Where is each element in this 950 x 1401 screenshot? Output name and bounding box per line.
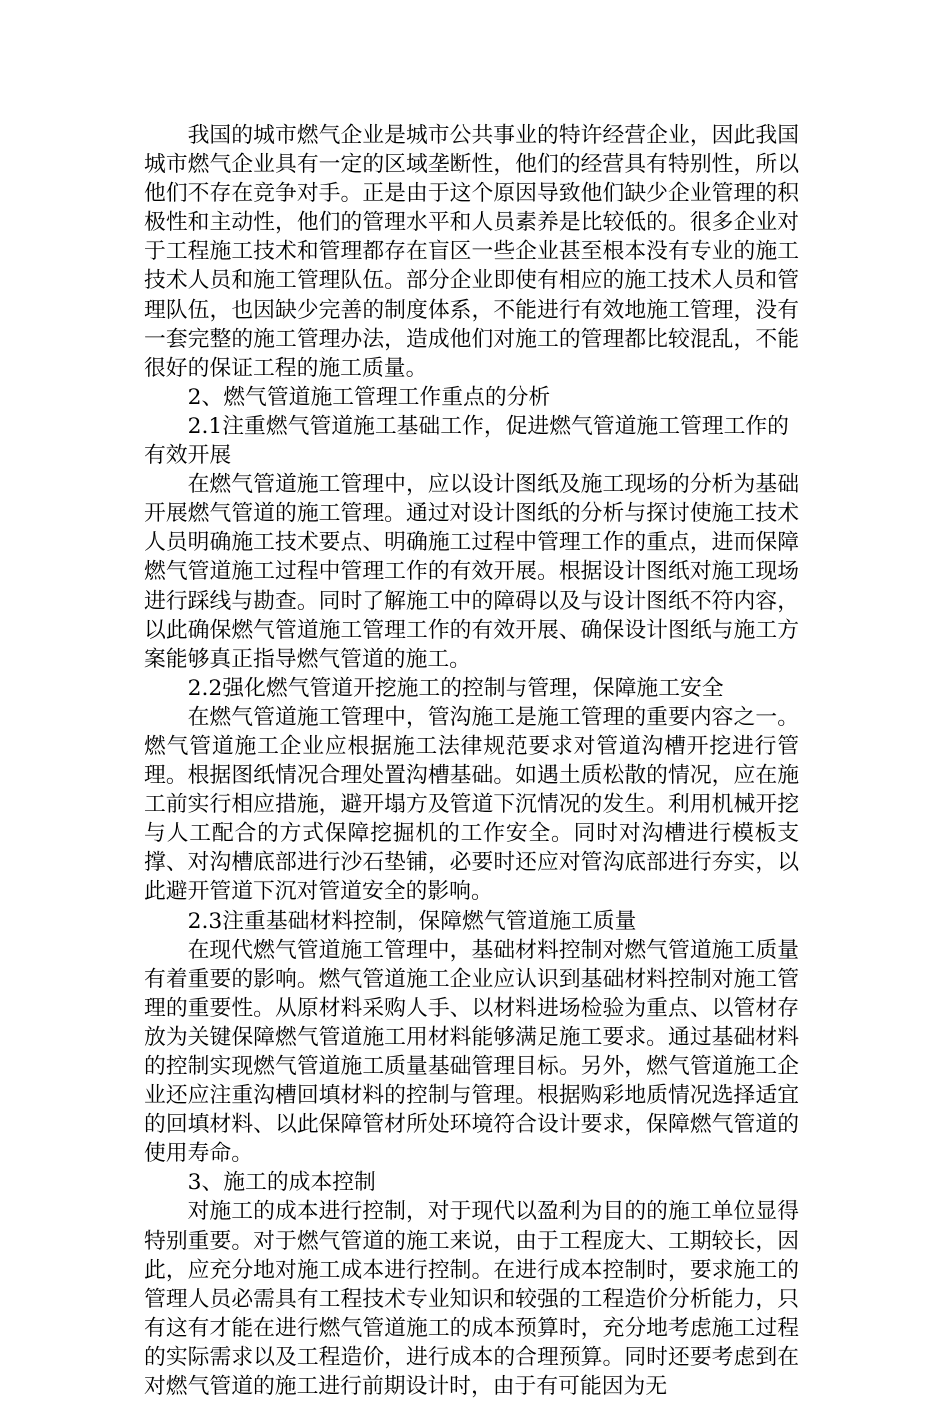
paragraph-material-control: 在现代燃气管道施工管理中，基础材料控制对燃气管道施工质量有着重要的影响。燃气管道施工企业应认识到基础材料控制对施工管理的重要性。从原材料采购人手、以材料进场检验为重点、以管材存放为关键保障燃气管道施工用材料能够满足施工要求。通过基础材料的控制实现燃气管道施工质量基础管理目标。另外，燃气管道施工企业还应注重沟槽回填材料的控制与管理。根据购彩地质情况选择适宜的回填材料、以此保障管材所处环境符合设计要求，保障燃气管道的使用寿命。 [144,937,799,1167]
paragraph-trench-excavation: 在燃气管道施工管理中，管沟施工是施工管理的重要内容之一。燃气管道施工企业应根据施工法律规范要求对管道沟槽开挖进行管理。根据图纸情况合理处置沟槽基础。如遇土质松散的情况，应在施工前实行相应措施，避开塌方及管道下沉情况的发生。利用机械开挖与人工配合的方式保障挖掘机的工作安全。同时对沟槽进行模板支撑、对沟槽底部进行沙石垫铺，必要时还应对管沟底部进行夯实，以此避开管道下沉对管道安全的影响。 [144,704,799,905]
paragraph-cost-control: 对施工的成本进行控制，对于现代以盈利为目的的施工单位显得特别重要。对于燃气管道的施工来说，由于工程庞大、工期较长，因此，应充分地对施工成本进行控制。在进行成本控制时，要求施工的管理人员必需具有工程技术专业知识和较强的工程造价分析能力，只有这有才能在进行燃气管道施工的成本预算时，充分地考虑施工过程的实际需求以及工程造价，进行成本的合理预算。同时还要考虑到在对燃气管道的施工进行前期设计时，由于有可能因为无 [144,1199,799,1400]
heading-section-2: 2、燃气管道施工管理工作重点的分析 [187,384,551,410]
heading-section-2-2: 2.2强化燃气管道开挖施工的控制与管理，保障施工安全 [187,675,724,701]
heading-section-2-3: 2.3注重基础材料控制，保障燃气管道施工质量 [187,908,637,934]
heading-section-3: 3、施工的成本控制 [187,1170,376,1196]
document-page [144,121,799,1401]
paragraph-industry-monopoly: 我国的城市燃气企业是城市公共事业的特许经营企业，因此我国城市燃气企业具有一定的区域垄断性，他们的经营具有特别性，所以他们不存在竞争对手。正是由于这个原因导致他们缺少企业管理的积极性和主动性，他们的管理水平和人员素养是比较低的。很多企业对于工程施工技术和管理都存在盲区一些企业甚至根本没有专业的施工技术人员和施工管理队伍。部分企业即使有相应的施工技术人员和管理队伍，也因缺少完善的制度体系，不能进行有效地施工管理，没有一套完整的施工管理办法，造成他们对施工的管理都比较混乱，不能很好的保证工程的施工质量。 [144,123,799,381]
paragraph-design-drawings: 在燃气管道施工管理中，应以设计图纸及施工现场的分析为基础开展燃气管道的施工管理。通过对设计图纸的分析与探讨使施工技术人员明确施工技术要点、明确施工过程中管理工作的重点，进而保障燃气管道施工过程中管理工作的有效开展。根据设计图纸对施工现场进行踩线与勘查。同时了解施工中的障碍以及与设计图纸不符内容，以此确保燃气管道施工管理工作的有效开展、确保设计图纸与施工方案能够真正指导燃气管道的施工。 [144,472,799,672]
heading-section-2-1: 2.1注重燃气管道施工基础工作，促进燃气管道施工管理工作的有效开展 [144,413,789,469]
